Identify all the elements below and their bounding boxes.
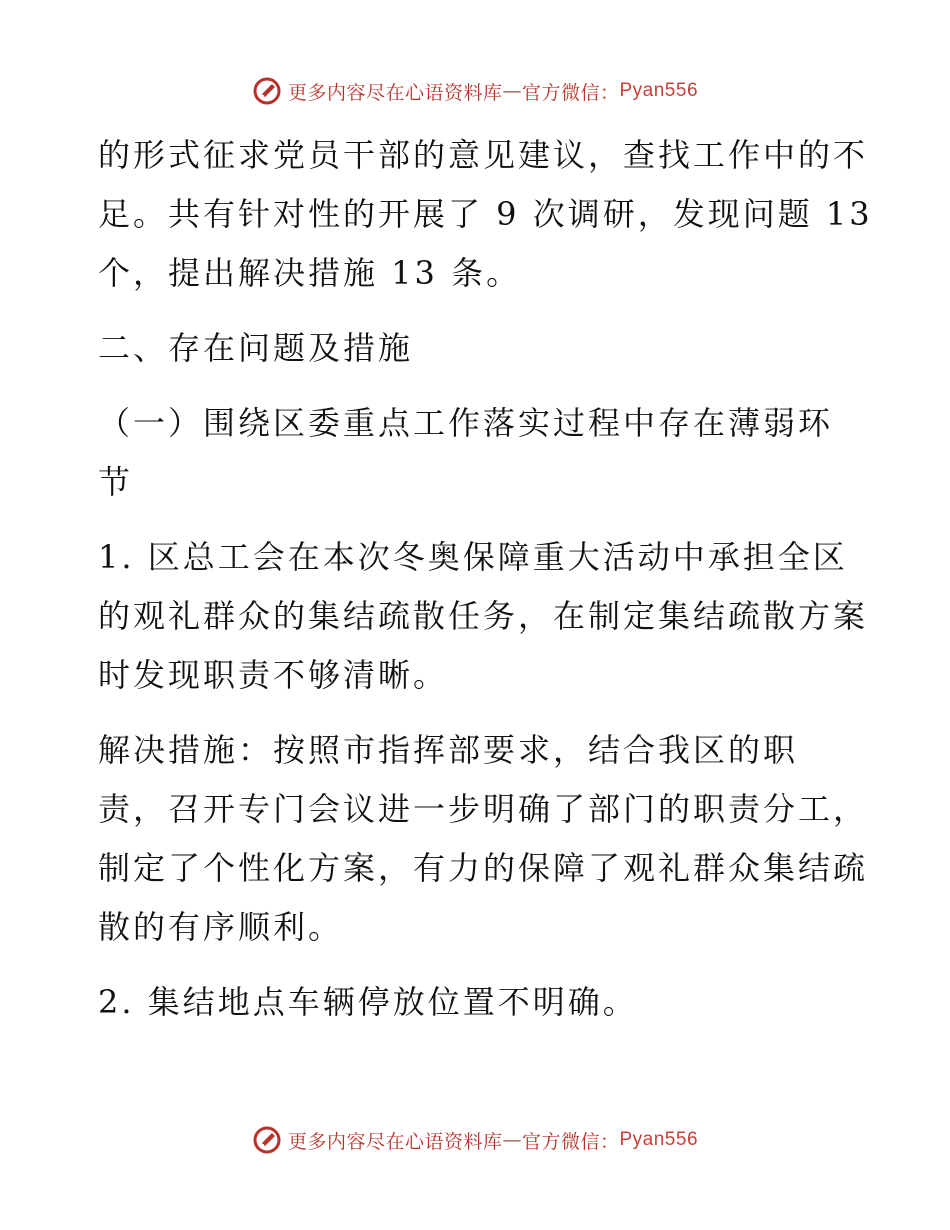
- text-line: （一）围绕区委重点工作落实过程中存在薄弱环: [98, 404, 834, 442]
- text-line: 解决措施：按照市指挥部要求，结合我区的职: [98, 731, 799, 769]
- text-line: 的观礼群众的集结疏散任务，在制定集结疏散方案: [98, 597, 869, 635]
- text-line: 二、存在问题及措施: [98, 329, 414, 367]
- section-heading: [98, 319, 858, 378]
- banner-main-text: 更多内容尽在心语资料库: [287, 81, 503, 104]
- brand-logo-icon: [252, 1125, 282, 1155]
- paragraph-intro: [98, 126, 873, 303]
- banner-dash: —: [502, 1129, 522, 1151]
- text-line: 个，提出解决措施 13 条。: [98, 254, 522, 292]
- banner-wechat-label: 官方微信：: [521, 81, 620, 104]
- text-line: 的形式征求党员干部的意见建议，查找工作中的不: [98, 136, 869, 174]
- paragraph-solution: [98, 721, 869, 957]
- paragraph-item-1: [98, 528, 869, 705]
- paragraph-item-2: [98, 973, 858, 1032]
- text-line: 足。共有针对性的开展了 9 次调研，发现问题 13: [98, 195, 873, 233]
- banner-dash: —: [502, 80, 522, 102]
- header-watermark-banner: [0, 75, 950, 107]
- banner-wechat-id: Pyan556: [619, 80, 699, 101]
- text-line: 节: [98, 463, 134, 501]
- text-line: 责，召开专门会议进一步明确了部门的职责分工，: [98, 790, 869, 828]
- text-line: 1. 区总工会在本次冬奥保障重大活动中承担全区: [98, 538, 848, 576]
- document-body: [98, 126, 873, 1048]
- text-line: 时发现职责不够清晰。: [98, 656, 449, 694]
- brand-logo-icon: [252, 76, 282, 106]
- footer-watermark-banner: [0, 1124, 950, 1156]
- banner-wechat-label: 官方微信：: [521, 1130, 620, 1153]
- text-line: 2. 集结地点车辆停放位置不明确。: [98, 983, 638, 1021]
- text-line: 制定了个性化方案，有力的保障了观礼群众集结疏: [98, 849, 869, 887]
- banner-main-text: 更多内容尽在心语资料库: [287, 1130, 503, 1153]
- banner-wechat-id: Pyan556: [619, 1129, 699, 1150]
- subsection-heading: [98, 394, 858, 512]
- text-line: 散的有序顺利。: [98, 908, 344, 946]
